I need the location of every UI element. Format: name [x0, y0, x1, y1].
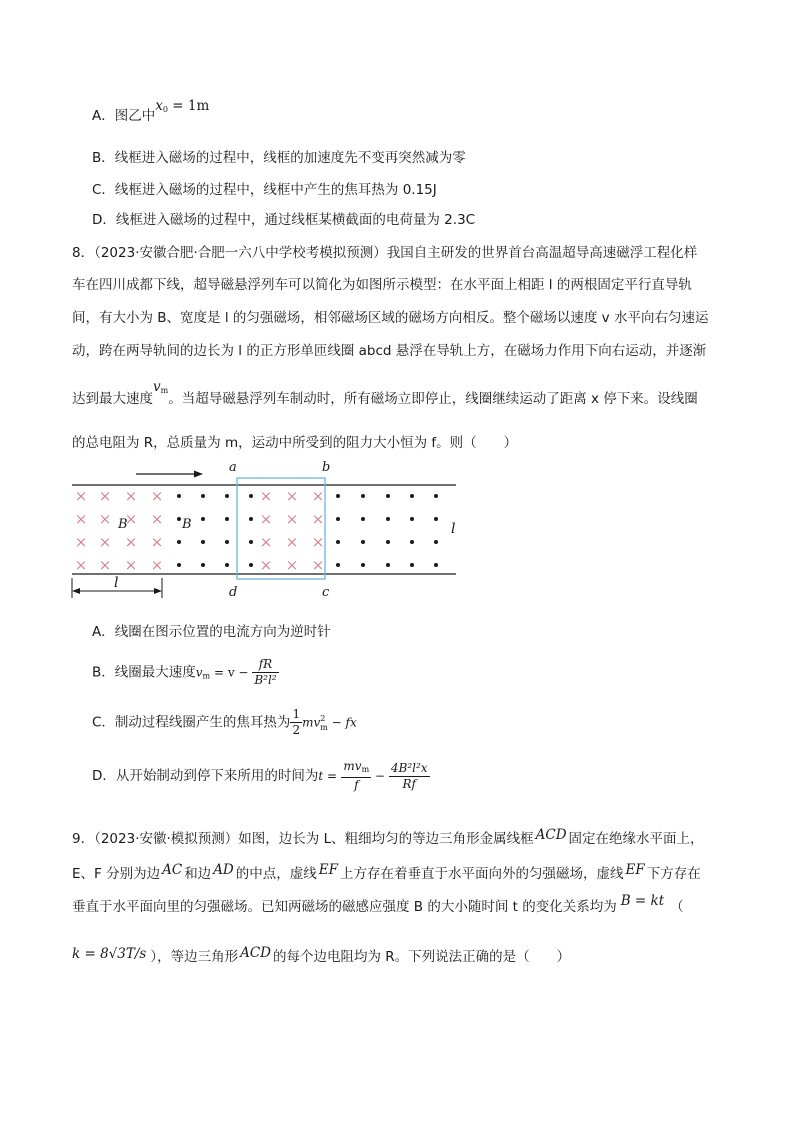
dim-arrow-right-icon [154, 588, 162, 594]
dot-mark [249, 540, 253, 544]
cross-mark: × [150, 533, 164, 551]
q9-stem-line-2: E、F 分别为边 AC 和边 AD 的中点，虚线 EF 上方存在着垂直于水平面向外的匀强磁场，虚线 EF 下方存在 [72, 862, 701, 882]
q7-option-d: D．线框进入磁场的过程中，通过线框某横截面的电荷量为 2.3C [92, 212, 476, 228]
label-l-bottom: l [114, 575, 119, 591]
dot-mark [361, 494, 365, 498]
q8-stem-line-2: 车在四川成都下线，超导磁悬浮列车可以简化为如图所示模型：在水平面上相距 l 的两根固定平行直导轨 [72, 277, 692, 293]
dot-mark [336, 563, 340, 567]
label-l-right: l [451, 521, 456, 537]
dot-mark [336, 494, 340, 498]
field-marks [75, 487, 438, 574]
q9-number: 9． [72, 831, 95, 847]
cross-mark: × [124, 556, 138, 574]
fraction-fR: $\frac{fR}{\text{B²l²}}$ [254, 657, 277, 687]
dot-mark [386, 517, 390, 521]
q8-stem-line-4: 动，跨在两导轨间的边长为 l 的正方形单匝线圈 abcd 悬浮在导轨上方，在磁场力作用下向右运动，并逐渐 [72, 343, 707, 359]
q8-option-c: C．制动过程线圈产生的焦耳热为 $\frac{1}{2}$ mv 2 m − fx [92, 707, 357, 737]
label-B-right: B [182, 517, 192, 532]
dot-mark [201, 517, 205, 521]
q9-stem-line-1: 9．（2023·安徽·模拟预测）如图，边长为 L、粗细均匀的等边三角形金属线框 ACD 固定在绝缘水平面上， [72, 827, 704, 847]
cross-mark: × [150, 510, 164, 528]
cross-mark: × [311, 487, 325, 505]
cross-mark: × [259, 556, 273, 574]
dot-mark [201, 563, 205, 567]
cross-mark: × [150, 487, 164, 505]
dim-arrow-left-icon [72, 588, 80, 594]
dot-mark [336, 540, 340, 544]
dot-mark [386, 494, 390, 498]
cross-mark: × [285, 556, 299, 574]
dot-mark [336, 517, 340, 521]
dot-mark [410, 563, 414, 567]
dot-mark [177, 563, 181, 567]
dot-mark [225, 517, 229, 521]
q8-source: （2023·安徽合肥·合肥一六八中学校考模拟预测） [94, 245, 387, 261]
q8-stem-line-6: 的总电阻为 R，总质量为 m，运动中所受到的阻力大小恒为 f。则（ ） [72, 435, 518, 451]
cross-mark: × [98, 487, 112, 505]
dot-mark [249, 563, 253, 567]
cross-mark: × [150, 556, 164, 574]
dot-mark [361, 517, 365, 521]
dot-mark [201, 494, 205, 498]
dot-mark [225, 540, 229, 544]
dot-mark [201, 540, 205, 544]
label-a: a [229, 460, 237, 475]
cross-mark: × [74, 556, 88, 574]
cross-mark: × [259, 510, 273, 528]
dot-mark [410, 517, 414, 521]
cross-mark: × [311, 510, 325, 528]
dot-mark [386, 540, 390, 544]
q8-figure [60, 455, 480, 605]
q8-option-a: A．线圈在图示位置的电流方向为逆时针 [92, 624, 331, 640]
cross-mark: × [311, 556, 325, 574]
cross-mark: × [98, 533, 112, 551]
q8-stem-line-5: 达到最大速度$v_m$。当超导磁悬浮列车制动时，所有磁场立即停止，线圈继续运动了距离 x 停下来。设线圈 [72, 379, 698, 407]
cross-mark: × [124, 510, 138, 528]
label-B-left: B [118, 517, 128, 532]
dot-mark [410, 540, 414, 544]
q8-number: 8． [72, 245, 95, 261]
cross-mark: × [74, 487, 88, 505]
cross-mark: × [259, 533, 273, 551]
q9-stem-line-3: 垂直于水平面向里的匀强磁场。已知两磁场的磁感应强度 B 的大小随时间 t 的变化关系均为 B = kt （ [72, 893, 684, 915]
dot-mark [225, 563, 229, 567]
cross-mark: × [124, 487, 138, 505]
dot-mark [361, 540, 365, 544]
dot-mark [434, 540, 438, 544]
dot-mark [177, 540, 181, 544]
cross-mark: × [124, 533, 138, 551]
q7-option-a: A．图乙中$x_0 = 1m$ [92, 98, 210, 124]
dot-mark [410, 494, 414, 498]
q7-option-c: C．线框进入磁场的过程中，线框中产生的焦耳热为 0.15J [92, 182, 437, 198]
q9-stem-line-4: k = 8√3T/s ），等边三角形 ACD 的每个边电阻均为 R。下列说法正确的是（ ） [72, 945, 571, 965]
cross-mark: × [74, 533, 88, 551]
q8-option-b: B．线圈最大速度$v_m = v$ − $\frac{fR}{\text{B²l²}}$ [92, 657, 277, 687]
cross-mark: × [74, 510, 88, 528]
fraction-half: $\frac{1}{2}$ [292, 707, 301, 737]
q7-option-b: B．线框进入磁场的过程中，线框的加速度先不变再突然减为零 [92, 150, 466, 166]
dot-mark [386, 563, 390, 567]
q8-stem-line-3: 间，有大小为 B、宽度是 l 的匀强磁场，相邻磁场区域的磁场方向相反。整个磁场以速度 v 水平向右匀速运 [72, 310, 709, 326]
cross-mark: × [311, 533, 325, 551]
dot-mark [249, 517, 253, 521]
dot-mark [177, 517, 181, 521]
label-c: c [322, 585, 330, 600]
dot-mark [434, 563, 438, 567]
dot-mark [177, 494, 181, 498]
label-b: b [322, 460, 331, 475]
dot-mark [225, 494, 229, 498]
fraction-mvm-f: $\frac{mv_m}{f}$ [343, 759, 370, 792]
label-d: d [229, 585, 238, 600]
cross-mark: × [285, 487, 299, 505]
cross-mark: × [98, 510, 112, 528]
arrow-head-icon [194, 471, 203, 478]
dot-mark [434, 494, 438, 498]
q8-option-d: D．从开始制动到停下来所用的时间为t = $\frac{mv_m}{f}$ − $\frac{\text{4B²l²x}}{Rf}$ [92, 759, 428, 792]
fraction-4B2l2x-Rf: $\frac{\text{4B²l²x}}{Rf}$ [390, 760, 428, 791]
q9-source: （2023·安徽·模拟预测） [94, 831, 239, 847]
dot-mark [434, 517, 438, 521]
cross-mark: × [285, 510, 299, 528]
cross-mark: × [98, 556, 112, 574]
dot-mark [361, 563, 365, 567]
cross-mark: × [285, 533, 299, 551]
q8-stem-line-1: 8．（2023·安徽合肥·合肥一六八中学校考模拟预测）我国自主研发的世界首台高温超导高速磁浮工程化样 [72, 245, 698, 261]
cross-mark: × [259, 487, 273, 505]
dot-mark [249, 494, 253, 498]
